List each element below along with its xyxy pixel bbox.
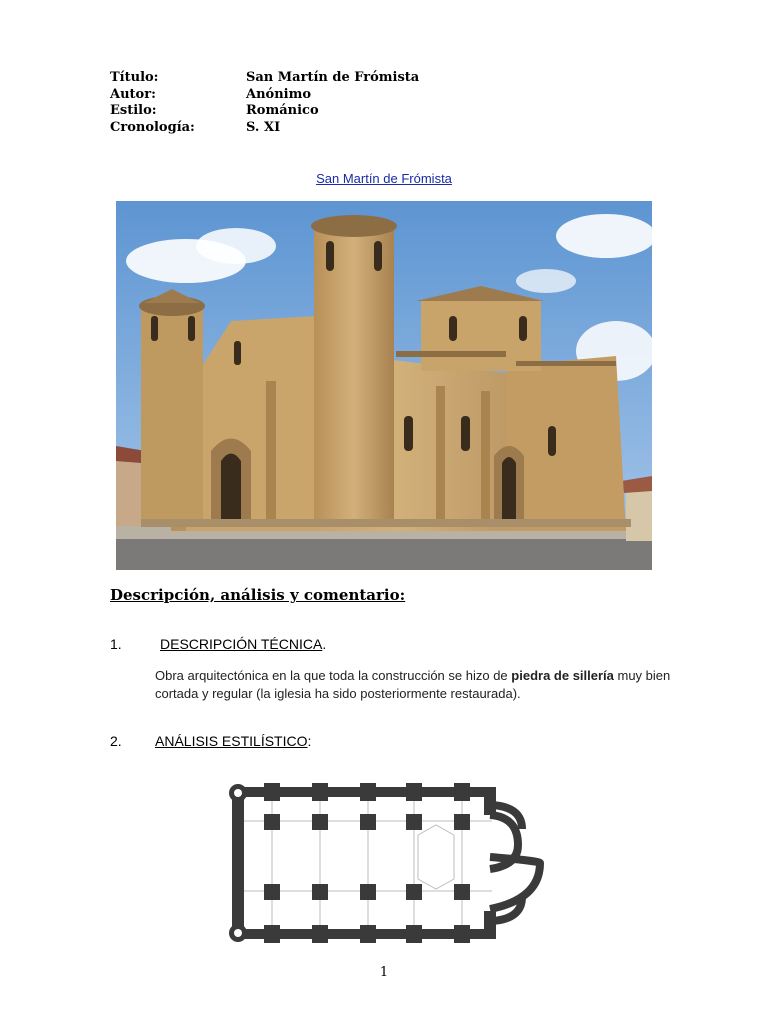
image-title-link[interactable]: San Martín de Frómista: [316, 171, 452, 186]
church-photo: [116, 201, 652, 570]
meta-value: S. XI: [246, 119, 281, 135]
section-title-wrap: [155, 733, 311, 749]
description-text: Obra arquitectónica en la que toda la construcción se hizo de: [155, 668, 512, 683]
section-title: DESCRIPCIÓN TÉCNICA: [160, 636, 323, 652]
section-number: 2.: [110, 733, 122, 749]
meta-value: San Martín de Frómista: [246, 70, 420, 85]
meta-row-style: [110, 103, 419, 120]
section-title-suffix: :: [307, 733, 312, 749]
section-heading: Descripción, análisis y comentario:: [110, 586, 406, 604]
meta-label: Título:: [110, 70, 159, 85]
description-bold-term: piedra de sillería: [511, 668, 614, 683]
meta-label: Estilo:: [110, 103, 157, 118]
meta-row-author: [110, 87, 419, 104]
floor-plan: [222, 779, 548, 947]
meta-value: Románico: [246, 103, 319, 118]
section-title: ANÁLISIS ESTILÍSTICO: [155, 733, 308, 749]
meta-row-title: [110, 70, 419, 87]
description-paragraph: [155, 667, 675, 703]
section-number: 1.: [110, 636, 122, 652]
meta-label: Autor:: [110, 86, 156, 102]
metadata-block: [110, 70, 419, 136]
section-title-wrap: [160, 636, 326, 652]
description-text-end: muy bien cortada y regular (la iglesia ha sido posteriormente restaurada).: [155, 668, 671, 701]
meta-value: Anónimo: [246, 86, 312, 102]
section-title-suffix: .: [322, 636, 327, 652]
meta-row-chronology: [110, 120, 419, 137]
meta-label: Cronología:: [110, 119, 195, 135]
page-number: 1: [379, 965, 389, 980]
